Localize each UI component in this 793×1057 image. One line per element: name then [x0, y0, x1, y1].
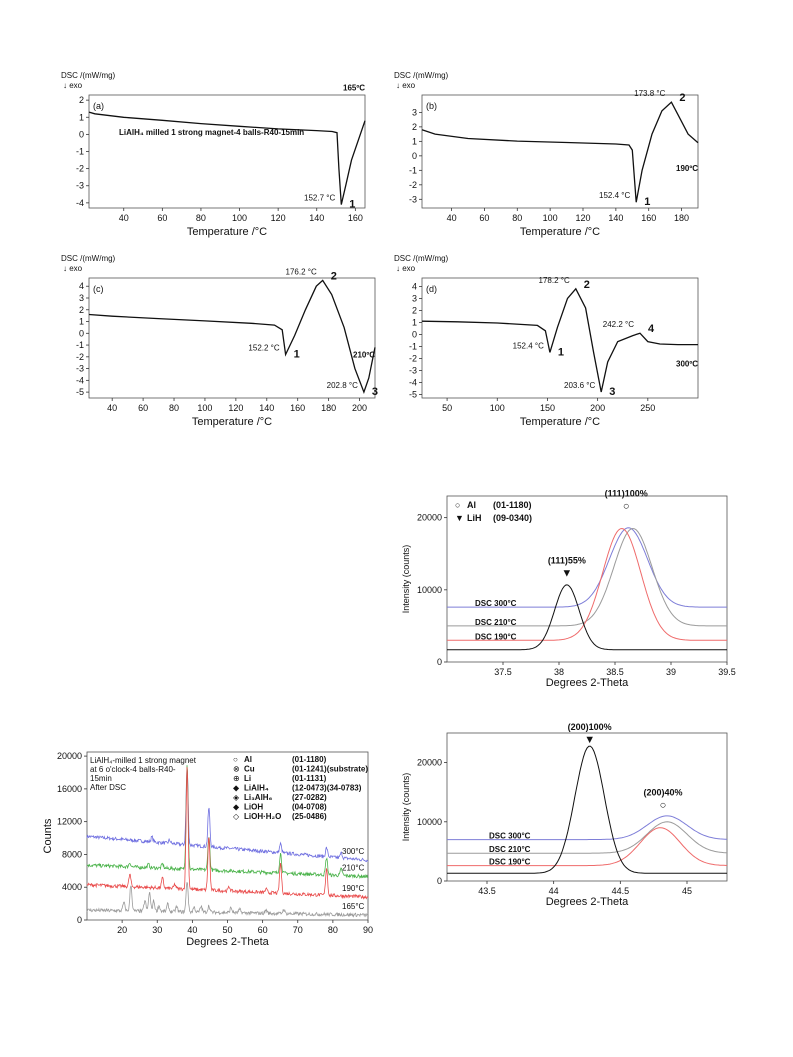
xrd_111-peak-symbol: ○ — [622, 500, 630, 513]
dsc_d-peak-number: 3 — [609, 386, 616, 398]
dsc_b-ytick-label: 2 — [411, 121, 417, 132]
xrd_111-xlabel: Degrees 2-Theta — [545, 677, 629, 689]
xrd_111-series-label: DSC 300°C — [475, 599, 517, 609]
dsc_d-ytick-label: -1 — [408, 341, 417, 352]
dsc_b-xtick-label: 60 — [479, 213, 490, 223]
xrd_200-series-label: DSC 300°C — [489, 831, 531, 841]
dsc_d-ytick-label: 1 — [411, 317, 417, 328]
dsc_c-peak-temp: 202.8 °C — [326, 381, 358, 391]
dsc_b-xtick-label: 80 — [512, 213, 523, 223]
dsc_c-ytick-label: 1 — [78, 316, 84, 327]
dsc_c-ytick-label: -4 — [75, 375, 84, 386]
dsc_d-xtick-label: 100 — [489, 403, 505, 413]
dsc_b-xtick-label: 40 — [446, 213, 457, 223]
dsc_a-xtick-label: 160 — [347, 213, 363, 223]
dsc_a-xtick-label: 100 — [232, 213, 248, 223]
dsc_a-ylabel: DSC /(mW/mg) — [61, 71, 116, 80]
dsc_c-peak-number: 3 — [371, 386, 378, 399]
xrd_full-legend-symbol: ⊕ — [233, 774, 240, 783]
dsc_a-dsc-curve — [89, 112, 365, 205]
xrd_200-series-label: DSC 210°C — [489, 845, 531, 855]
xrd_full-ytick-label: 0 — [76, 915, 82, 925]
dsc_a-end-temp: 165ºC — [343, 83, 366, 93]
xrd_full-xtick-label: 20 — [117, 925, 128, 935]
dsc_c-xtick-label: 80 — [169, 403, 180, 413]
dsc_c-ytick-label: -2 — [75, 351, 84, 362]
dsc_b-peak-temp: 173.8 °C — [634, 89, 666, 99]
xrd_full-legend-code: (27-0282) — [292, 793, 327, 802]
xrd_full-sample-note-line: LiAlH₄-milled 1 strong magnet — [90, 756, 196, 765]
xrd_full-legend-symbol: ◆ — [233, 783, 240, 793]
xrd_111-series-label: DSC 190°C — [475, 632, 517, 642]
dsc_c-xtick-label: 40 — [107, 403, 118, 413]
dsc_c-xtick-label: 60 — [138, 403, 149, 413]
xrd_111-series-line — [447, 528, 727, 607]
xrd_full-xtick-label: 80 — [327, 925, 338, 935]
dsc_b-ytick-label: -2 — [408, 179, 417, 190]
dsc_a-ytick-label: 2 — [78, 95, 84, 106]
dsc_a-plot-frame — [89, 95, 365, 208]
xrd_111-legend-symbol: ○ — [455, 500, 461, 510]
dsc_c-ylabel: DSC /(mW/mg) — [61, 254, 116, 263]
dsc_a-xtick-label: 80 — [195, 213, 206, 223]
dsc_a-xtick-label: 120 — [270, 213, 286, 223]
xrd_200-peak-symbol: ○ — [659, 799, 667, 812]
xrd_111-peak-label: (111)100% — [604, 488, 648, 499]
dsc_b-xtick-label: 180 — [674, 213, 690, 223]
dsc_c-xtick-label: 200 — [352, 403, 368, 413]
dsc_c-ytick-label: 0 — [78, 328, 84, 339]
dsc_c-ylabel-sub: ↓ exo — [63, 264, 83, 273]
dsc_a-xtick-label: 140 — [309, 213, 325, 223]
xrd_full-xlabel: Degrees 2-Theta — [186, 936, 269, 948]
xrd_111-peak-symbol: ▼ — [561, 567, 573, 580]
xrd_full-xtick-label: 50 — [222, 925, 233, 935]
xrd_111-xtick-label: 38.5 — [606, 667, 624, 677]
xrd_full-xtick-label: 30 — [152, 925, 163, 935]
xrd_full-series-label: 210°C — [342, 863, 365, 873]
dsc_a-xlabel: Temperature /°C — [186, 226, 268, 238]
xrd_full-sample-note-line: 15min — [90, 774, 112, 783]
dsc_d-xtick-label: 50 — [442, 403, 453, 413]
dsc_b-peak-number: 1 — [644, 196, 651, 209]
xrd_200-ytick-label: 20000 — [416, 757, 442, 768]
xrd_111-xtick-label: 37.5 — [494, 667, 512, 677]
xrd_full-chart — [42, 751, 373, 948]
xrd_111-series-line — [447, 529, 727, 626]
xrd_full-legend-symbol: ⊗ — [233, 764, 240, 774]
dsc_d-ylabel: DSC /(mW/mg) — [394, 254, 449, 263]
xrd_full-sample-note-line: at 6 o'clock-4 balls-R40- — [90, 765, 176, 774]
dsc_c-peak-number: 2 — [330, 270, 337, 283]
xrd_full-ytick-label: 8000 — [61, 849, 82, 860]
dsc_c-xtick-label: 120 — [228, 403, 244, 413]
dsc_d-ytick-label: -4 — [408, 377, 417, 388]
xrd_full-legend-name: Li₃AlH₆ — [244, 793, 273, 802]
dsc_c-ytick-label: -1 — [75, 340, 84, 351]
dsc_d-panel-label: (d) — [426, 284, 437, 294]
xrd_full-xtick-label: 90 — [362, 925, 374, 935]
dsc_a-ytick-label: -4 — [75, 197, 84, 208]
dsc_c-peak-temp: 176.2 °C — [285, 267, 317, 277]
xrd_111-legend-code: (01-1180) — [493, 500, 532, 510]
xrd_111-legend-name: LiH — [467, 513, 482, 523]
dsc_c-xtick-label: 140 — [259, 403, 275, 413]
dsc_b-chart — [394, 71, 698, 238]
xrd_111-series-label: DSC 210°C — [475, 617, 517, 627]
dsc_b-ytick-label: -1 — [408, 165, 417, 176]
dsc_d-peak-number: 4 — [647, 323, 655, 336]
dsc_a-ytick-label: -3 — [75, 180, 84, 191]
dsc_b-ytick-label: -3 — [408, 194, 417, 205]
dsc_b-xtick-label: 100 — [542, 213, 558, 223]
xrd_200-xtick-label: 43.5 — [478, 886, 496, 896]
xrd_full-legend-code: (01-1131) — [292, 774, 327, 783]
xrd_200-xtick-label: 44 — [548, 886, 559, 896]
xrd_111-ytick-label: 10000 — [416, 584, 442, 595]
xrd_full-ytick-label: 4000 — [61, 882, 82, 893]
xrd_full-ytick-label: 16000 — [56, 783, 82, 794]
dsc_a-chart — [61, 71, 365, 238]
dsc_c-ytick-label: -3 — [75, 363, 84, 374]
dsc_c-ytick-label: 2 — [78, 304, 84, 315]
dsc_b-plot-frame — [422, 95, 698, 208]
xrd_111-xtick-label: 38 — [553, 667, 565, 677]
dsc_d-ytick-label: 0 — [411, 329, 417, 340]
dsc_d-chart — [394, 254, 698, 428]
xrd_full-series-line — [87, 882, 368, 916]
dsc_b-ylabel: DSC /(mW/mg) — [394, 71, 449, 80]
dsc_d-peak-number: 1 — [557, 346, 564, 359]
dsc_a-ytick-label: 1 — [78, 112, 84, 123]
dsc_d-peak-number: 2 — [583, 278, 590, 291]
xrd_111-ytick-label: 0 — [436, 657, 442, 667]
dsc_d-ytick-label: 3 — [411, 293, 417, 304]
xrd_full-series-label: 190°C — [342, 884, 365, 894]
dsc_d-peak-temp: 178.2 °C — [538, 275, 570, 285]
xrd_200-ytick-label: 0 — [436, 876, 442, 886]
dsc_b-ytick-label: 1 — [411, 136, 417, 147]
xrd_111-chart — [401, 488, 736, 689]
dsc_c-dsc-curve — [89, 280, 375, 392]
xrd_full-xtick-label: 60 — [257, 925, 268, 935]
xrd_full-legend-name: LiOH — [244, 802, 264, 812]
dsc_d-plot-frame — [422, 275, 698, 398]
xrd_full-ytick-label: 12000 — [56, 816, 82, 827]
dsc_a-ytick-label: -2 — [75, 163, 84, 174]
dsc_b-xtick-label: 140 — [608, 213, 624, 223]
xrd_200-peak-symbol: ▼ — [584, 733, 596, 746]
xrd_full-xtick-label: 70 — [292, 925, 303, 935]
xrd_111-xtick-label: 39 — [665, 667, 677, 677]
dsc_b-peak-number: 2 — [679, 92, 686, 105]
xrd_full-legend-symbol: ◈ — [233, 793, 240, 802]
dsc_a-panel-label: (a) — [93, 101, 104, 111]
xrd_full-legend-code: (01-1180) — [292, 755, 327, 764]
dsc_c-xtick-label: 100 — [197, 403, 213, 413]
xrd_full-legend-name: Cu — [244, 764, 255, 774]
dsc_d-ytick-label: -2 — [408, 353, 417, 364]
xrd_full-series-label: 300°C — [342, 847, 365, 857]
xrd_full-ylabel: Counts — [42, 818, 54, 854]
dsc_a-peak-number: 1 — [349, 198, 356, 211]
xrd_111-ytick-label: 20000 — [416, 512, 442, 523]
dsc_b-peak-temp: 152.4 °C — [599, 191, 631, 201]
dsc_a-ytick-label: -1 — [75, 146, 84, 157]
xrd_111-legend-symbol: ▼ — [455, 513, 464, 523]
dsc_c-chart — [61, 254, 378, 428]
dsc_b-dsc-curve — [422, 102, 698, 202]
dsc_d-ytick-label: 2 — [411, 305, 417, 316]
xrd_full-legend-code: (04-0708) — [292, 802, 327, 812]
dsc_d-xlabel: Temperature /°C — [519, 416, 601, 428]
dsc_d-ytick-label: 4 — [411, 281, 417, 292]
dsc_b-xlabel: Temperature /°C — [519, 226, 601, 238]
dsc_b-ytick-label: 3 — [411, 107, 417, 118]
dsc_d-end-temp: 300ºC — [676, 359, 699, 369]
dsc_c-panel-label: (c) — [93, 284, 104, 294]
dsc_b-ytick-label: 0 — [411, 150, 417, 161]
dsc_d-peak-temp: 242.2 °C — [602, 320, 634, 330]
dsc_c-end-temp: 210ºC — [353, 350, 376, 360]
xrd_full-series-label: 165°C — [342, 902, 365, 912]
dsc_b-xtick-label: 160 — [641, 213, 657, 223]
xrd_full-legend-symbol: ○ — [233, 755, 238, 764]
dsc_b-panel-label: (b) — [426, 101, 437, 111]
dsc_d-xtick-label: 250 — [640, 403, 656, 413]
xrd_200-xtick-label: 44.5 — [611, 886, 630, 896]
xrd_200-ylabel: Intensity (counts) — [401, 772, 411, 842]
dsc_c-ytick-label: 4 — [78, 281, 84, 292]
dsc_d-xtick-label: 150 — [539, 403, 555, 413]
dsc_d-dsc-curve — [422, 289, 698, 392]
dsc_c-peak-number: 1 — [293, 348, 300, 361]
xrd_200-peak-label: (200)100% — [567, 721, 612, 732]
dsc_d-peak-temp: 203.6 °C — [564, 381, 596, 390]
dsc_d-ylabel-sub: ↓ exo — [396, 264, 416, 273]
xrd_full-legend-code: (12-0473)(34-0783) — [292, 783, 362, 793]
xrd_200-ytick-label: 10000 — [416, 816, 442, 827]
dsc_d-ytick-label: -3 — [408, 365, 417, 376]
dsc_c-xtick-label: 160 — [290, 403, 306, 413]
xrd_full-ytick-label: 20000 — [56, 751, 82, 762]
xrd_full-legend-symbol: ◇ — [233, 812, 240, 821]
dsc_a-xtick-label: 40 — [118, 213, 129, 223]
xrd_111-legend-name: Al — [467, 500, 476, 510]
xrd_full-xtick-label: 40 — [187, 925, 198, 935]
xrd_200-chart — [401, 722, 727, 908]
dsc_c-xtick-label: 180 — [321, 403, 337, 413]
xrd_full-legend-name: LiOH·H₂O — [244, 812, 282, 821]
xrd_full-legend-name: LiAlH₄ — [244, 783, 269, 793]
xrd_111-ylabel: Intensity (counts) — [401, 544, 411, 614]
dsc_c-ytick-label: 3 — [78, 293, 84, 303]
xrd_full-sample-note-line: After DSC — [90, 783, 127, 792]
xrd_200-series-label: DSC 190°C — [489, 857, 531, 867]
dsc_d-peak-temp: 152.4 °C — [512, 341, 544, 351]
dsc_a-sample-annotation: LiAlH₄ milled 1 strong magnet-4 balls-R40-15min — [119, 128, 305, 137]
dsc_c-peak-temp: 152.2 °C — [248, 343, 280, 353]
dsc_c-xlabel: Temperature /°C — [191, 416, 273, 428]
dsc_a-ytick-label: 0 — [78, 129, 84, 140]
xrd_full-legend-code: (01-1241)(substrate) — [292, 764, 369, 774]
dsc_b-end-temp: 190ºC — [676, 163, 699, 173]
xrd_111-xtick-label: 39.5 — [718, 667, 736, 677]
xrd_full-legend-symbol: ◆ — [233, 802, 240, 812]
xrd_full-legend-name: Li — [244, 774, 252, 783]
dsc_c-ytick-label: -5 — [75, 387, 84, 398]
dsc_d-xtick-label: 200 — [590, 403, 606, 413]
dsc_a-ylabel-sub: ↓ exo — [63, 81, 83, 90]
dsc_a-xtick-label: 60 — [157, 213, 168, 223]
xrd_200-series-line — [447, 746, 727, 873]
dsc_a-peak-temp: 152.7 °C — [304, 193, 336, 203]
xrd_200-xtick-label: 45 — [681, 886, 693, 896]
xrd_full-legend-code: (25-0486) — [292, 812, 327, 821]
xrd_full-legend-name: Al — [244, 755, 252, 764]
xrd_111-legend-code: (09-0340) — [493, 513, 533, 523]
dsc_d-ytick-label: -5 — [408, 389, 417, 400]
xrd_200-xlabel: Degrees 2-Theta — [545, 896, 629, 908]
dsc_b-ylabel-sub: ↓ exo — [396, 81, 416, 90]
xrd_200-peak-label: (200)40% — [643, 787, 683, 798]
dsc_b-xtick-label: 120 — [575, 213, 591, 223]
xrd_111-peak-label: (111)55% — [547, 555, 586, 566]
